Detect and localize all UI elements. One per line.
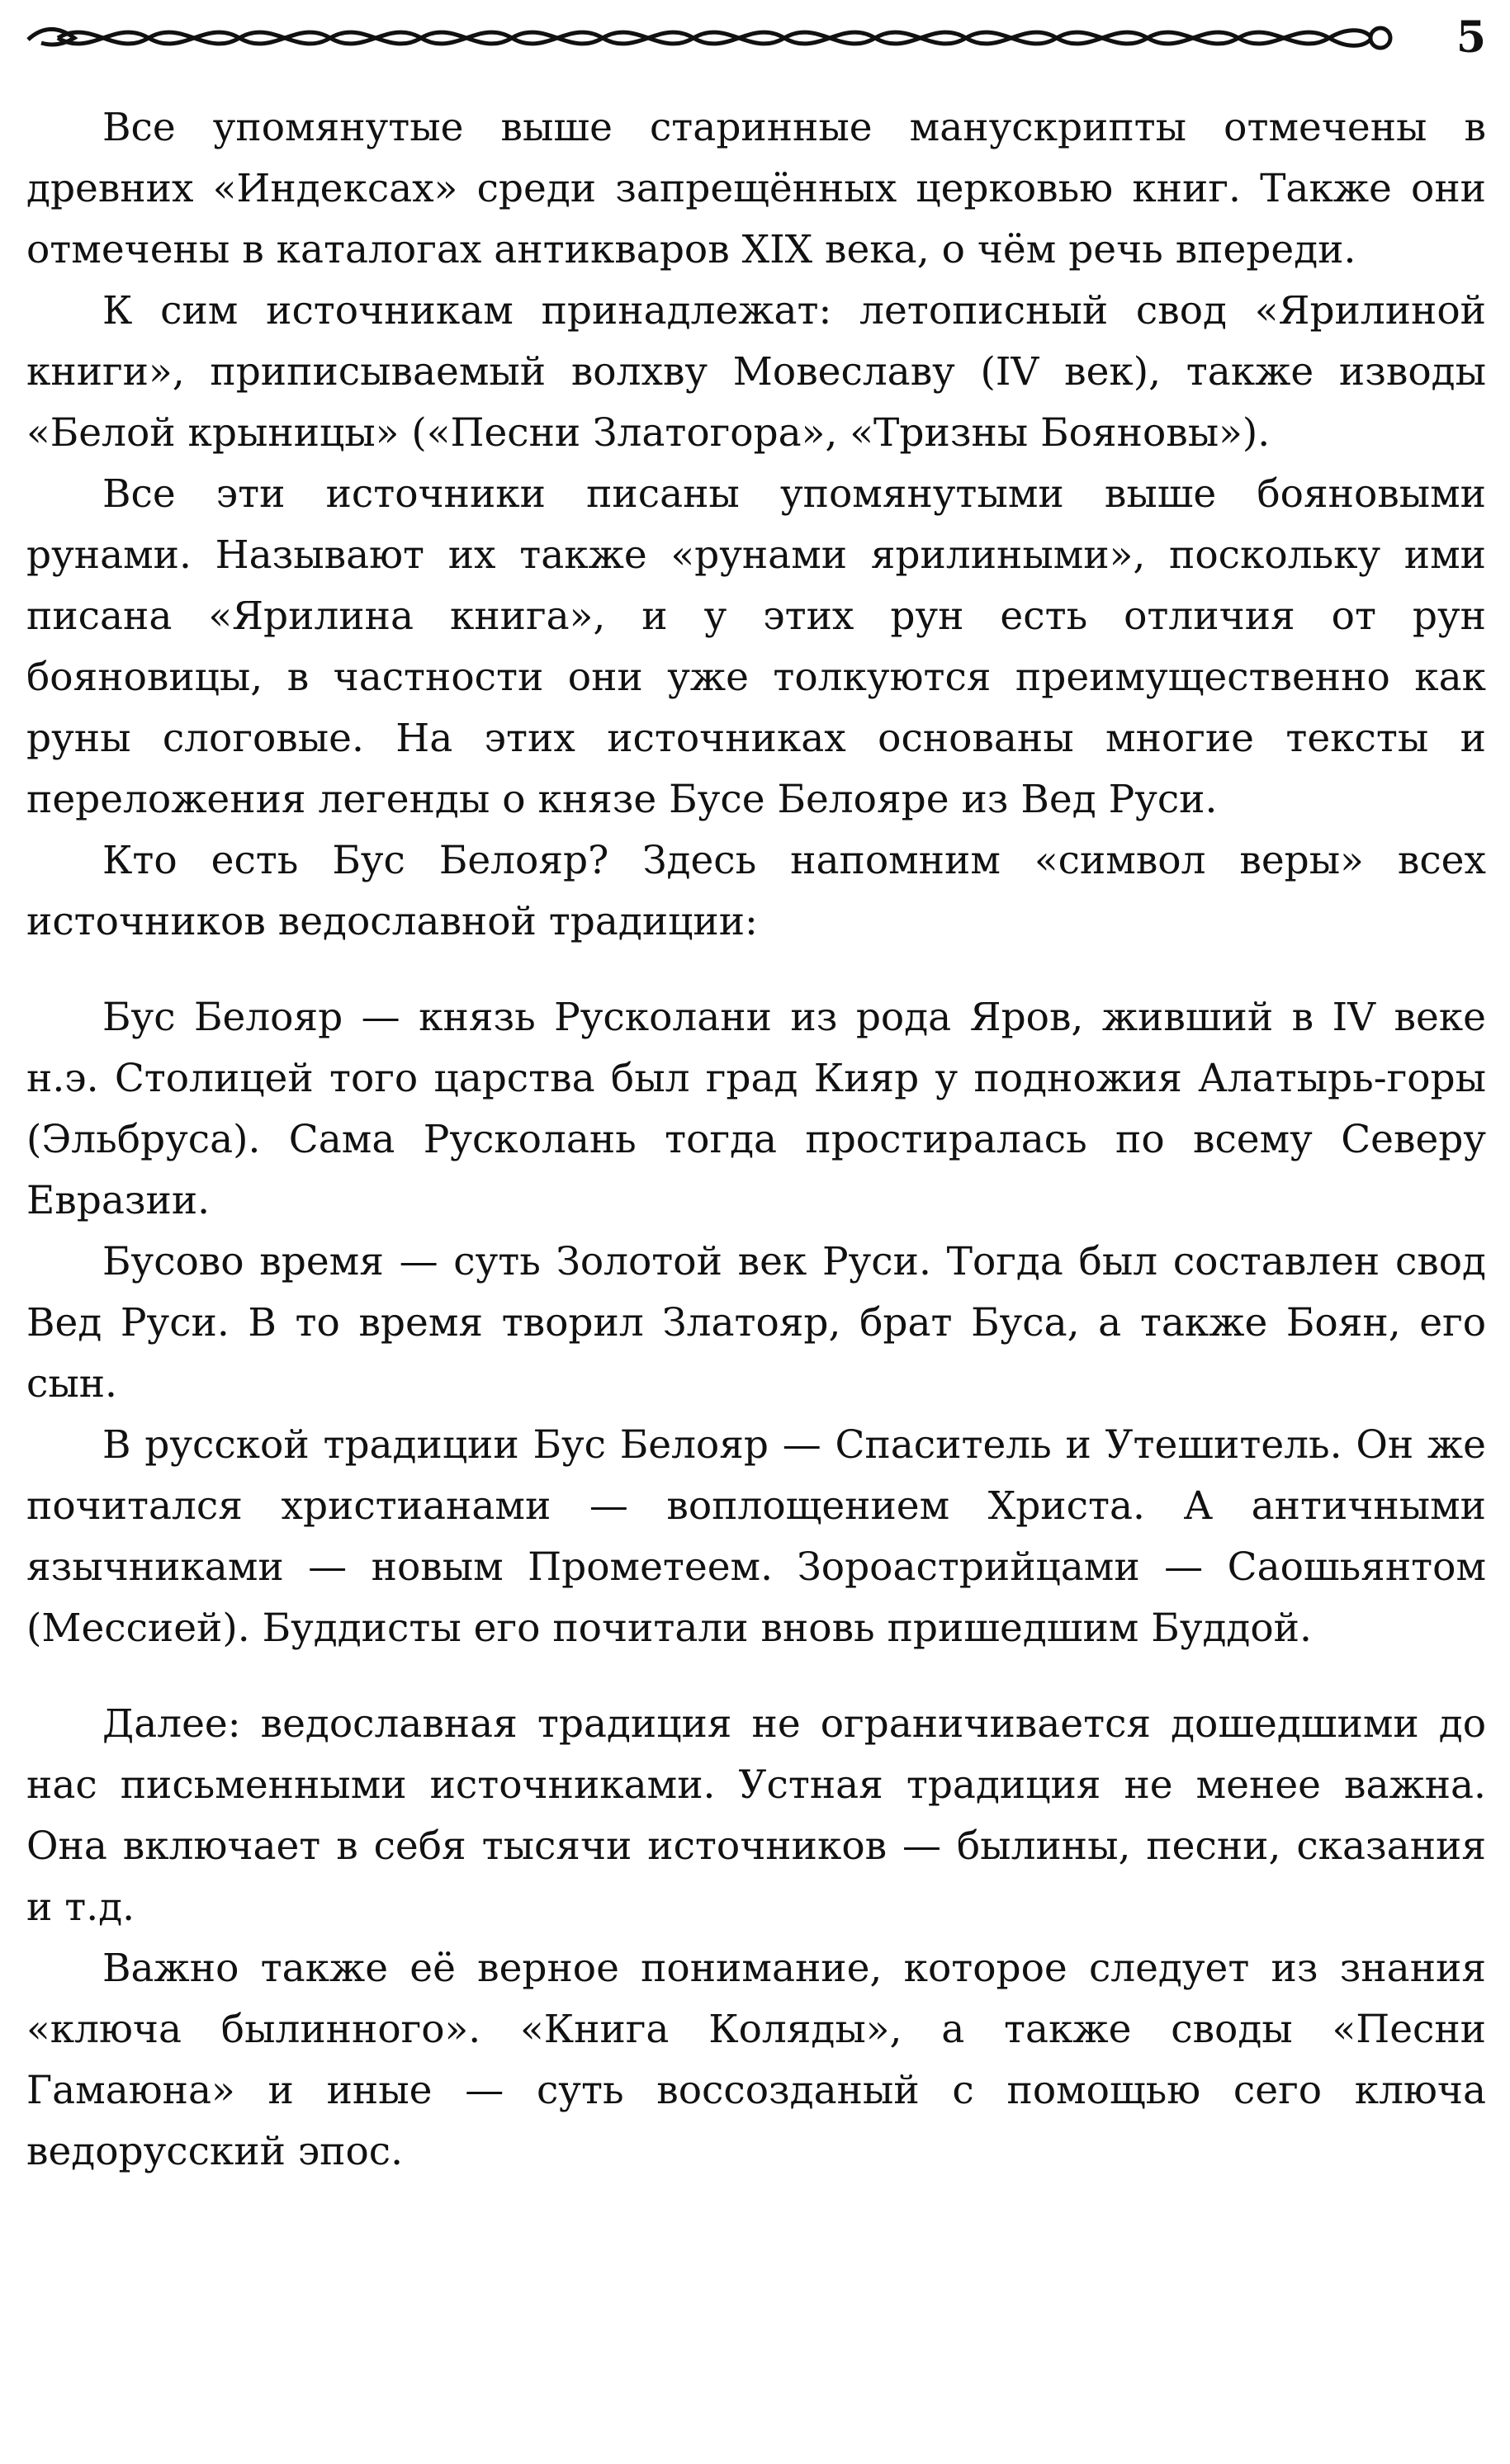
page-header [25, 8, 1486, 68]
paragraph-2: К сим источникам принадлежат: летописный свод «Ярилиной книги», приписываемый волхву Мовеславу (IV век), также изводы «Белой крыницы» («Песни Златогора», «Тризны Бояновы»). [26, 288, 1486, 456]
paragraph-4: Кто есть Бус Белояр? Здесь напомним «символ веры» всех источников ведославной традиции: [26, 838, 1486, 944]
paragraph-1: Все упомянутые выше старинные манускрипты отмечены в древних «Индексах» среди запрещённых церковью книг. Также они отмечены в каталогах антикваров XIX века, о чём речь впереди. [26, 105, 1486, 272]
paragraph-8: Далее: ведославная традиция не ограничивается дошедшими до нас письменными источниками. Устная традиция не менее важна. Она включает в себя тысячи источников — былины, песни, сказания и т.д. [26, 1701, 1486, 1930]
paragraph-3: Все эти источники писаны упомянутыми выше бояновыми рунами. Называют их также «рунами ярилиными», поскольку ими писана «Ярилина книга», и у этих рун есть отличия от рун бояновицы, в частности они уже толкуются преимущественно как руны слоговые. На этих источниках основаны многие тексты и переложения легенды о князе Бусе Белояре из Вед Руси. [26, 471, 1486, 822]
creed-paragraph-2: Бусово время — суть Золотой век Руси. Тогда был составлен свод Вед Руси. В то время творил Златояр, брат Буса, а также Боян, его сын. [26, 1239, 1486, 1407]
creed-paragraph-3: В русской традиции Бус Белояр — Спаситель и Утешитель. Он же почитался христианами — воплощением Христа. А античными язычниками — новым Прометеем. Зороастрийцами — Саошьянтом (Мессией). Буддисты его почитали вновь пришедшим Буддой. [26, 1422, 1486, 1651]
paragraph-9: Важно также её верное понимание, которое следует из знания «ключа былинного». «Книга Коляды», а также своды «Песни Гамаюна» и иные — суть воссозданый с помощью сего ключа ведорусский эпос. [26, 1946, 1486, 2174]
ornament-border [25, 15, 1395, 61]
creed-paragraph-1: Бус Белояр — князь Русколани из рода Яров, живший в IV веке н.э. Столицей того царства был град Кияр у подножия Алатырь-горы (Эльбруса). Сама Русколань тогда простиралась по всему Северу Евразии. [26, 995, 1486, 1223]
page-body [26, 97, 1486, 2183]
page-number: 5 [1456, 12, 1486, 63]
